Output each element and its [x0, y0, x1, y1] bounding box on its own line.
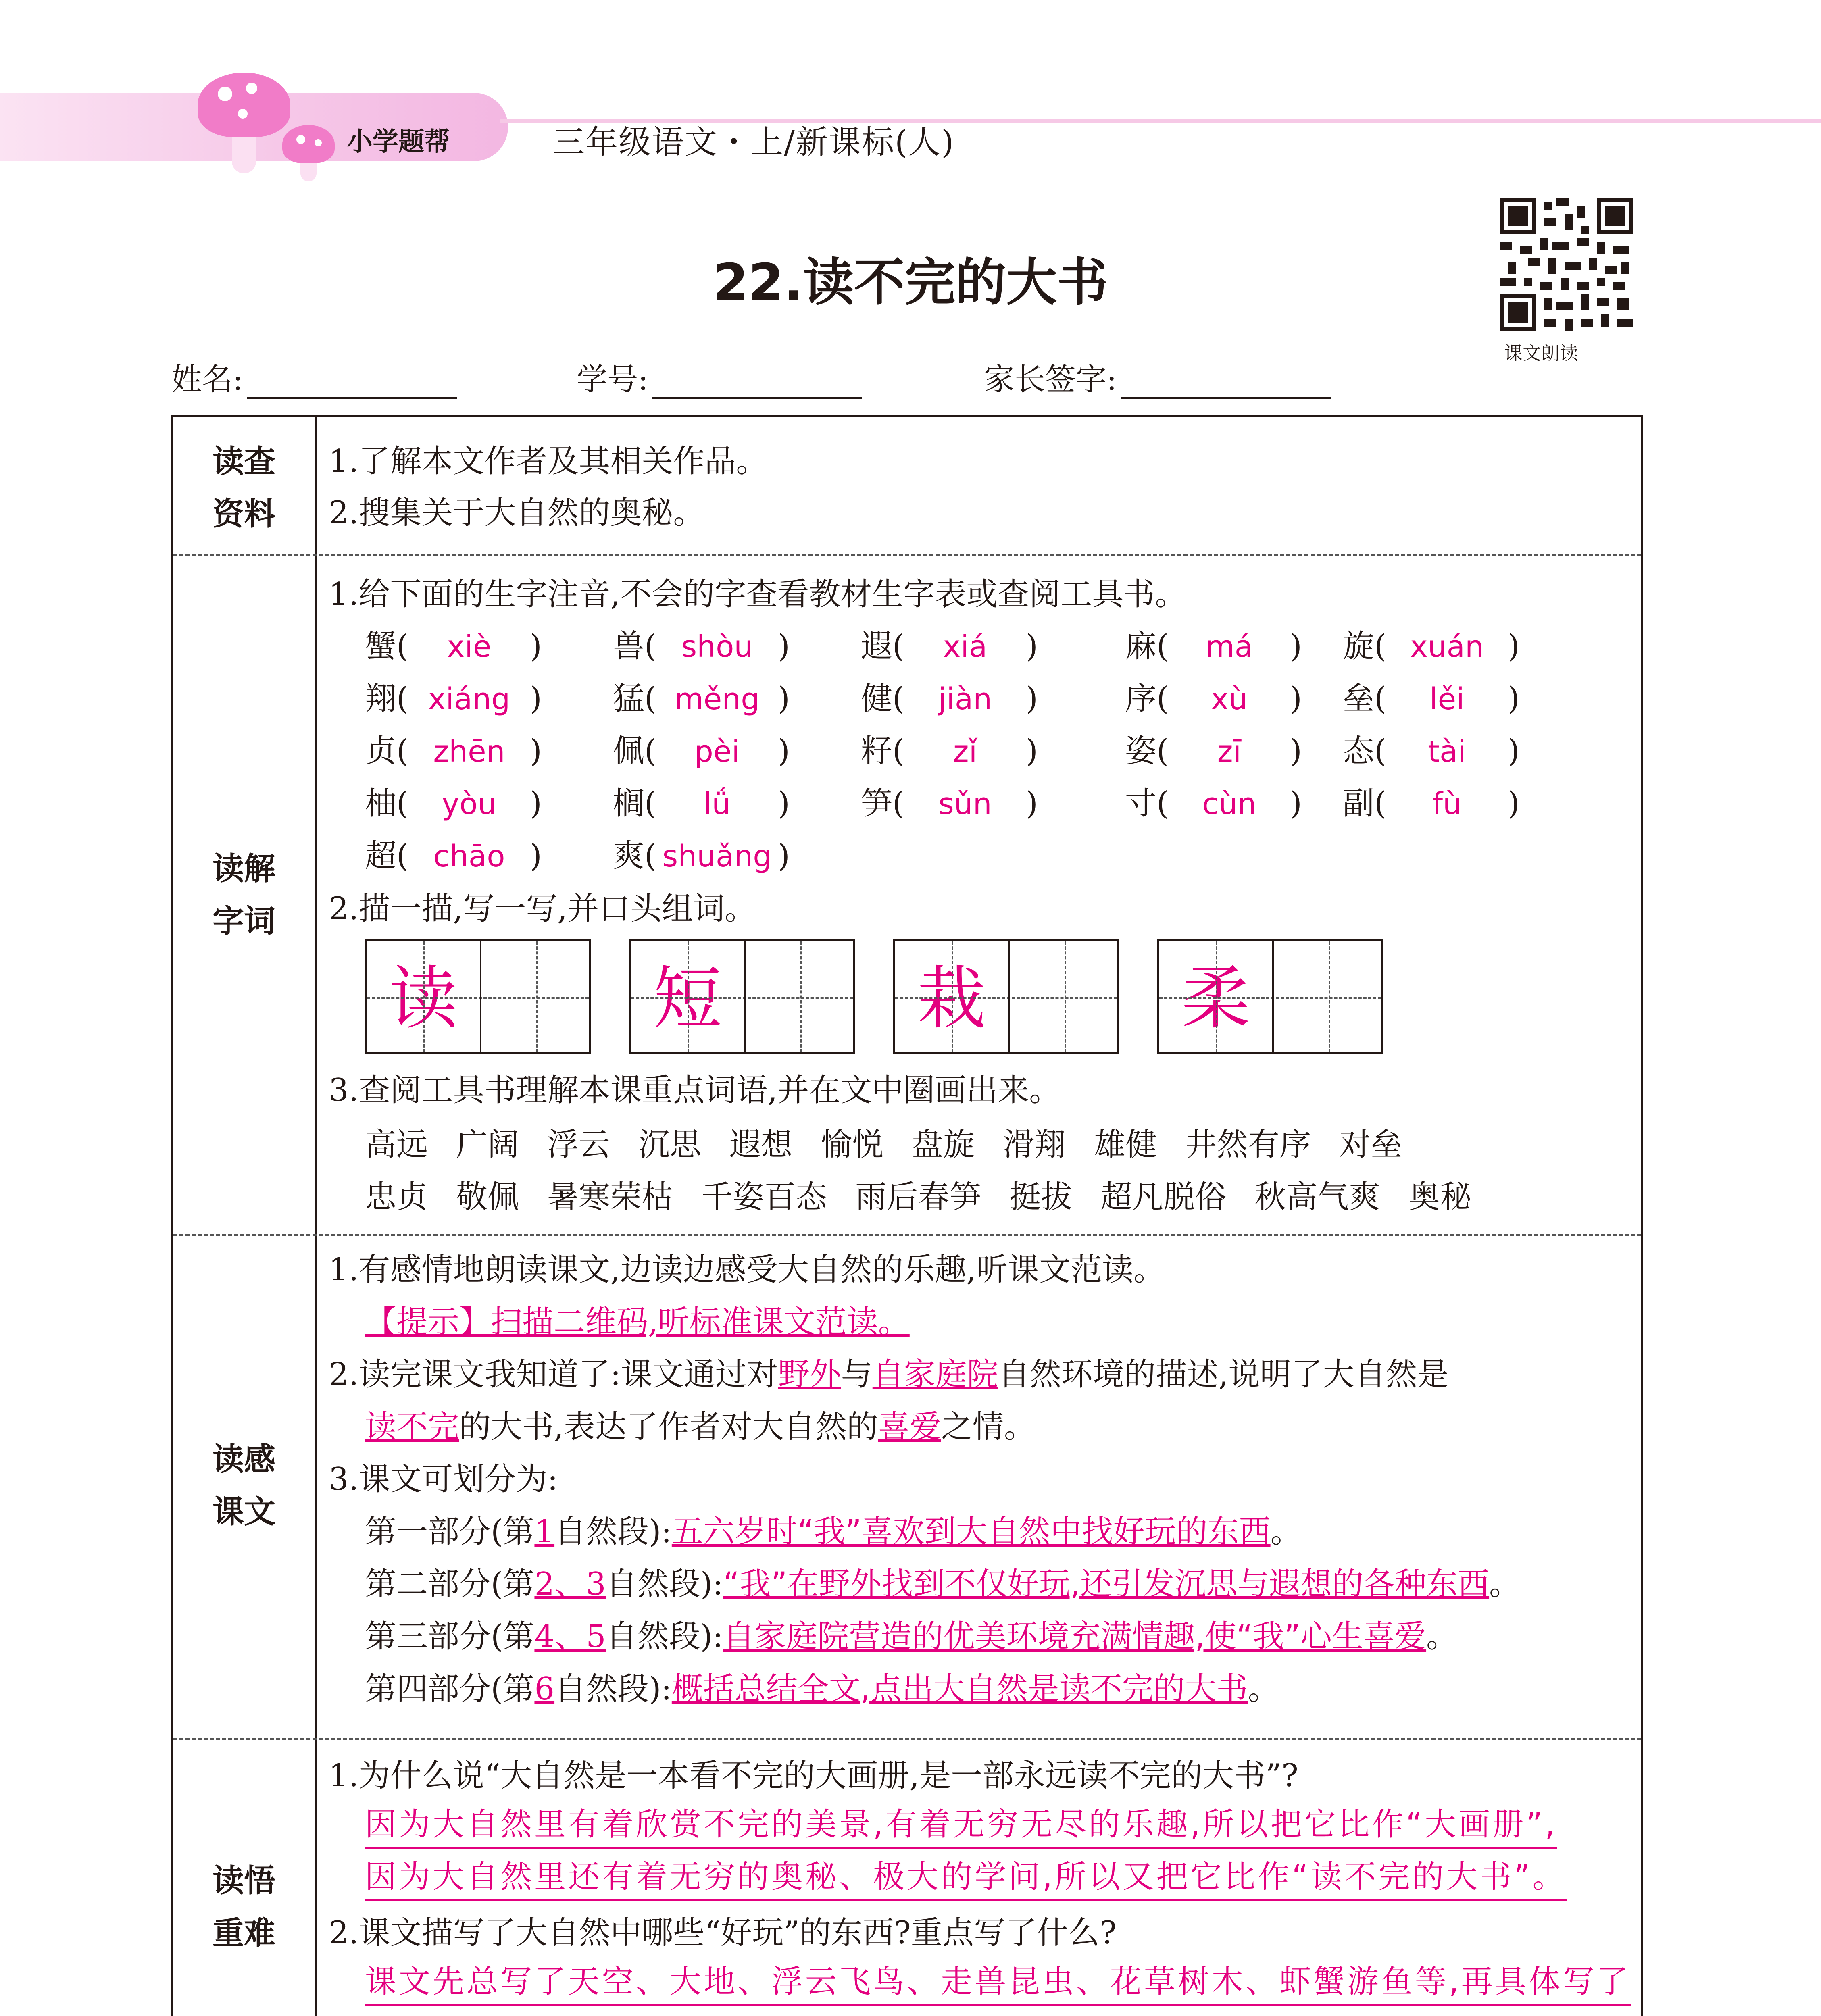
pinyin-answer[interactable]: yòu [442, 787, 497, 821]
part-prefix: 第二部分(第 [365, 1566, 535, 1602]
pinyin-item [365, 778, 542, 823]
pinyin-answer[interactable]: lěi [1429, 682, 1465, 716]
qr-caption: 课文朗读 [1504, 342, 1578, 364]
hanzi: 兽( [613, 628, 657, 664]
parent-label: 家长签字: [984, 361, 1117, 397]
bracket: ) [1025, 733, 1038, 769]
vocab-word: 沉思 [638, 1127, 702, 1163]
bracket: ) [1025, 628, 1038, 664]
pinyin-answer[interactable]: xiá [943, 629, 988, 664]
hanzi: 翔( [365, 681, 409, 717]
answer-text[interactable]: 因为大自然里还有着无穷的奥秘、极大的学问,所以又把它比作“读不完的大书”。 [365, 1855, 1567, 1901]
paragraph-number[interactable]: 4、5 [534, 1618, 606, 1655]
part-end: 。 [1270, 1514, 1302, 1550]
part-row [365, 1611, 1458, 1662]
id-label: 学号: [577, 361, 648, 397]
word-list [365, 1171, 1500, 1223]
pinyin-item [1343, 621, 1520, 666]
paragraph-number[interactable]: 2、3 [534, 1566, 606, 1602]
row-divider [173, 1738, 1641, 1740]
vocab-word: 奥秘 [1408, 1179, 1472, 1215]
vocab-word: 挺拔 [1009, 1179, 1073, 1215]
pinyin-answer[interactable]: tài [1427, 734, 1466, 769]
part-row [365, 1506, 1302, 1558]
page-title: 22.读不完的大书 [713, 253, 1108, 312]
answer-blank[interactable]: 读不完 [365, 1409, 460, 1445]
hanzi: 爽( [613, 838, 657, 874]
pinyin-answer[interactable]: xuán [1410, 629, 1484, 664]
vocab-word: 对垒 [1339, 1127, 1402, 1163]
label-bottom: 重难 [212, 1915, 275, 1951]
mushroom-logo-icon [190, 65, 343, 185]
writing-grid[interactable] [629, 939, 855, 1054]
pinyin-answer[interactable]: cùn [1202, 787, 1256, 821]
pinyin-answer[interactable]: měng [674, 682, 760, 716]
pinyin-item [1125, 673, 1302, 719]
vocab-word: 秋高气爽 [1254, 1179, 1381, 1215]
bracket: ) [1290, 681, 1302, 717]
pinyin-answer[interactable]: shuǎng [662, 839, 772, 874]
question-text: 1.为什么说“大自然是一本看不完的大画册,是一部永远读不完的大书”? [329, 1758, 1298, 1794]
pinyin-item [1125, 726, 1302, 771]
hanzi: 榈( [613, 785, 657, 822]
bracket: ) [1290, 628, 1302, 664]
writing-grid[interactable] [893, 939, 1119, 1054]
bracket: ) [529, 733, 542, 769]
vocab-word: 敬佩 [456, 1179, 519, 1215]
pinyin-item [365, 726, 542, 771]
bracket: ) [777, 681, 790, 717]
pinyin-answer[interactable]: xù [1211, 682, 1248, 716]
part-summary[interactable]: 自家庭院营造的优美环境充满情趣,使“我”心生喜爱 [723, 1618, 1427, 1655]
answer-blank[interactable]: 野外 [778, 1356, 841, 1393]
hanzi: 态( [1343, 733, 1387, 769]
name-blank[interactable] [247, 373, 457, 399]
section-label-key-points [173, 1855, 315, 1960]
part-summary[interactable]: “我”在野外找到不仅好玩,还引发沉思与遐想的各种东西 [723, 1566, 1490, 1602]
hanzi: 超( [365, 838, 409, 874]
series-title: 三年级语文・上/新课标(人) [552, 123, 955, 161]
vocab-word: 雄健 [1094, 1127, 1157, 1163]
vocab-word: 广阔 [456, 1127, 519, 1163]
pinyin-answer[interactable]: má [1205, 629, 1253, 664]
hanzi: 柚( [365, 785, 409, 822]
pinyin-item [365, 831, 542, 876]
hanzi: 贞( [365, 733, 409, 769]
bracket: ) [1507, 628, 1520, 664]
bracket: ) [777, 838, 790, 874]
part-middle: 自然段): [606, 1618, 723, 1655]
vocab-word: 高远 [365, 1127, 428, 1163]
pinyin-item [861, 673, 1038, 719]
sentence-part: 与 [841, 1356, 873, 1393]
pinyin-item [861, 726, 1038, 771]
bracket: ) [1290, 785, 1302, 822]
answer-text[interactable]: 课文先总写了天空、大地、浮云飞鸟、走兽昆虫、花草树木、虾蟹游鱼等,再具体写了 [365, 1960, 1631, 2006]
answer-text[interactable]: 因为大自然里有着欣赏不完的美景,有着无穷无尽的乐趣,所以把它比作“大画册”, [365, 1802, 1557, 1849]
sentence-part: 之情。 [941, 1409, 1036, 1445]
label-bottom: 资料 [212, 496, 275, 532]
pinyin-item [1343, 726, 1520, 771]
bracket: ) [777, 733, 790, 769]
pinyin-item [1343, 673, 1520, 719]
fill-in-sentence [365, 1401, 1036, 1453]
vocab-word: 暑寒荣枯 [547, 1179, 673, 1215]
part-middle: 自然段): [554, 1514, 672, 1550]
hanzi: 籽( [861, 733, 905, 769]
name-field[interactable] [171, 355, 457, 399]
name-label: 姓名: [171, 361, 243, 397]
label-top: 读解 [212, 851, 275, 887]
pinyin-item [613, 831, 790, 876]
pinyin-item [613, 673, 790, 719]
answer-blank[interactable]: 喜爱 [878, 1409, 941, 1445]
series-badge: 小学题帮 [347, 127, 450, 157]
question-text: 1.给下面的生字注音,不会的字查看教材生字表或查阅工具书。 [329, 576, 1187, 612]
pinyin-answer[interactable]: zǐ [953, 734, 977, 769]
pinyin-item [613, 778, 790, 823]
bracket: ) [529, 785, 542, 822]
answer-blank[interactable]: 自家庭院 [872, 1356, 998, 1393]
bracket: ) [777, 628, 790, 664]
part-prefix: 第三部分(第 [365, 1618, 535, 1655]
vocab-word: 井然有序 [1185, 1127, 1311, 1163]
pinyin-item [613, 726, 790, 771]
bracket: ) [529, 681, 542, 717]
sentence-part: 自然环境的描述,说明了大自然是 [998, 1356, 1449, 1393]
answer-text[interactable] [365, 2012, 1554, 2016]
hanzi: 猛( [613, 681, 657, 717]
row-divider [173, 554, 1641, 556]
hanzi: 佩( [613, 733, 657, 769]
row-divider [173, 1234, 1641, 1236]
writing-grid[interactable] [1157, 939, 1383, 1054]
pinyin-answer[interactable]: sǔn [938, 787, 992, 821]
pinyin-item [1125, 778, 1302, 823]
bracket: ) [1025, 681, 1038, 717]
part-prefix: 第四部分(第 [365, 1671, 535, 1707]
hanzi: 序( [1125, 681, 1169, 717]
bracket: ) [529, 628, 542, 664]
label-top: 读悟 [212, 1863, 275, 1899]
part-end: 。 [1248, 1671, 1279, 1707]
pinyin-answer[interactable]: zhēn [433, 734, 505, 769]
bracket: ) [1507, 785, 1520, 822]
fill-in-sentence [329, 1349, 1449, 1400]
question-text: 3.查阅工具书理解本课重点词语,并在文中圈画出来。 [329, 1072, 1061, 1108]
pinyin-answer[interactable]: fù [1432, 787, 1462, 821]
part-summary[interactable]: 五六岁时“我”喜欢到大自然中找好玩的东西 [671, 1514, 1271, 1550]
hanzi: 旋( [1343, 628, 1387, 664]
hanzi: 寸( [1125, 785, 1169, 822]
bracket: ) [1507, 681, 1520, 717]
label-top: 读查 [212, 444, 275, 480]
hanzi: 副( [1343, 785, 1387, 822]
pinyin-item [861, 778, 1038, 823]
section-label-research [173, 435, 315, 540]
hanzi: 笋( [861, 785, 905, 822]
word-list [365, 1119, 1430, 1170]
pinyin-answer[interactable]: zī [1217, 734, 1242, 769]
bracket: ) [777, 785, 790, 822]
label-bottom: 课文 [212, 1494, 275, 1530]
sentence-part: 的大书,表达了作者对大自然的 [459, 1409, 878, 1445]
pinyin-item [365, 673, 542, 719]
pinyin-item [1343, 778, 1520, 823]
bracket: ) [1507, 733, 1520, 769]
label-top: 读感 [212, 1441, 275, 1478]
question-text: 1.有感情地朗读课文,边读边感受大自然的乐趣,听课文范读。 [329, 1252, 1165, 1288]
pinyin-answer[interactable]: pèi [694, 734, 740, 769]
id-field[interactable] [577, 355, 862, 399]
part-row [365, 1663, 1279, 1715]
paragraph-number[interactable]: 1 [534, 1514, 555, 1550]
qr-code-icon[interactable] [1500, 198, 1633, 331]
hanzi: 麻( [1125, 628, 1169, 664]
part-middle: 自然段): [606, 1566, 723, 1602]
sentence-part: 2.读完课文我知道了:课文通过对 [329, 1356, 778, 1393]
pinyin-answer[interactable]: xiáng [428, 682, 510, 716]
part-prefix: 第一部分(第 [365, 1514, 535, 1550]
pinyin-answer[interactable]: xiè [447, 629, 492, 664]
pinyin-answer[interactable]: lǘ [703, 787, 731, 821]
hanzi: 蟹( [365, 628, 409, 664]
bracket: ) [1290, 733, 1302, 769]
trace-char: 柔 [1181, 959, 1250, 1039]
trace-char: 读 [389, 959, 458, 1039]
part-middle: 自然段): [554, 1671, 672, 1707]
question-text: 2.课文描写了大自然中哪些“好玩”的东西?重点写了什么? [329, 1915, 1117, 1951]
vocab-word: 遐想 [729, 1127, 793, 1163]
pinyin-item [613, 621, 790, 666]
vocab-word: 忠贞 [365, 1179, 428, 1215]
vocab-word: 浮云 [547, 1127, 610, 1163]
list-item: 2.搜集关于大自然的奥秘。 [329, 495, 705, 531]
label-bottom: 字词 [212, 903, 275, 939]
question-text: 3.课文可划分为: [329, 1461, 558, 1497]
trace-char: 栽 [917, 959, 986, 1039]
part-summary[interactable]: 概括总结全文,点出大自然是读不完的大书 [671, 1671, 1248, 1707]
pinyin-item [365, 621, 542, 666]
part-end: 。 [1426, 1618, 1458, 1655]
parent-signature-field[interactable] [984, 355, 1331, 399]
pinyin-item [1125, 621, 1302, 666]
vocab-word: 滑翔 [1003, 1127, 1066, 1163]
pinyin-answer[interactable]: shòu [681, 629, 753, 664]
question-text: 2.描一描,写一写,并口头组词。 [329, 891, 756, 927]
trace-char: 短 [653, 959, 722, 1039]
tip-text: 【提示】扫描二维码,听标准课文范读。 [365, 1304, 910, 1340]
part-row [365, 1558, 1521, 1610]
bracket: ) [1025, 785, 1038, 822]
column-divider [315, 415, 317, 2016]
pinyin-answer[interactable]: chāo [433, 839, 505, 874]
hanzi: 健( [861, 681, 905, 717]
id-blank[interactable] [652, 373, 862, 399]
paragraph-number[interactable]: 6 [534, 1671, 555, 1707]
hanzi: 遐( [861, 628, 905, 664]
bracket: ) [529, 838, 542, 874]
pinyin-item [861, 621, 1038, 666]
section-label-reading [173, 1433, 315, 1538]
vocab-word: 盘旋 [912, 1127, 975, 1163]
hanzi: 垒( [1343, 681, 1387, 717]
vocab-word: 愉悦 [821, 1127, 884, 1163]
part-end: 。 [1489, 1566, 1521, 1602]
parent-blank[interactable] [1121, 373, 1331, 399]
vocab-word: 超凡脱俗 [1100, 1179, 1227, 1215]
hanzi: 姿( [1125, 733, 1169, 769]
vocab-word: 千姿百态 [701, 1179, 827, 1215]
writing-grid[interactable] [365, 939, 591, 1054]
pinyin-answer[interactable]: jiàn [938, 682, 992, 716]
section-label-vocabulary [173, 843, 315, 948]
vocab-word: 雨后春笋 [855, 1179, 981, 1215]
list-item: 1.了解本文作者及其相关作品。 [329, 443, 768, 479]
